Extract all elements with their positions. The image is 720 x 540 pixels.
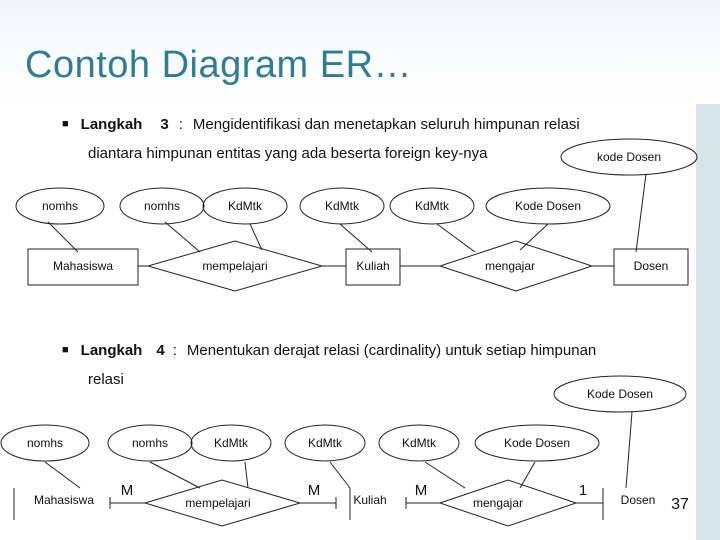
attr-label: KdMtk (401, 436, 437, 450)
relation-label: mempelajari (202, 259, 268, 273)
attr-label: nomhs (26, 436, 64, 450)
er-diagram-step4 (1, 376, 686, 526)
step3-label: Langkah (80, 116, 143, 133)
slide-title: Contoh Diagram ER… (25, 44, 413, 86)
step3-text1: Mengidentifikasi dan menetapkan seluruh himpunan relasi (192, 116, 580, 133)
entity-label: Kuliah (353, 493, 387, 507)
step4-colon: : (172, 342, 177, 359)
bullet-icon: ■ (62, 344, 69, 356)
attr-label: Kode Dosen (586, 387, 654, 401)
attr-label: KdMtk (324, 199, 360, 213)
bullet-icon: ■ (62, 118, 69, 130)
cardinality-label: M (120, 482, 134, 499)
step3-colon: : (178, 116, 183, 133)
attr-label: Kode Dosen (503, 436, 571, 450)
entity-label: Mahasiswa (52, 259, 114, 273)
attr-label: KdMtk (227, 199, 263, 213)
attr-label: KdMtk (213, 436, 249, 450)
cardinality-label: M (414, 482, 428, 499)
entity-label: Mahasiswa (33, 493, 95, 507)
attr-label: nomhs (143, 199, 181, 213)
entity-label: Dosen (620, 493, 656, 507)
relation-label: mempelajari (185, 496, 251, 510)
attr-label: Kode Dosen (514, 199, 582, 213)
step3-text2: diantara himpunan entitas yang ada beserta foreign key-nya (88, 145, 488, 162)
attr-label: KdMtk (307, 436, 343, 450)
attr-label: nomhs (41, 199, 79, 213)
page-number: 37 (671, 496, 689, 513)
entity-label: Kuliah (356, 259, 390, 273)
step4-label: Langkah (80, 342, 143, 359)
step4-text1: Menentukan derajat relasi (cardinality) untuk setiap himpunan (186, 342, 597, 359)
attr-label: KdMtk (414, 199, 450, 213)
attr-label: nomhs (131, 436, 169, 450)
step4-text2: relasi (88, 371, 124, 388)
relation-label: mengajar (484, 259, 536, 273)
entity-label: Dosen (633, 259, 669, 273)
attr-label: kode Dosen (596, 150, 662, 164)
cardinality-label: 1 (578, 482, 588, 499)
cardinality-label: M (307, 482, 321, 499)
step4-number: 4 (156, 342, 165, 359)
step3-number: 3 (160, 116, 169, 133)
relation-label: mengajar (472, 496, 524, 510)
